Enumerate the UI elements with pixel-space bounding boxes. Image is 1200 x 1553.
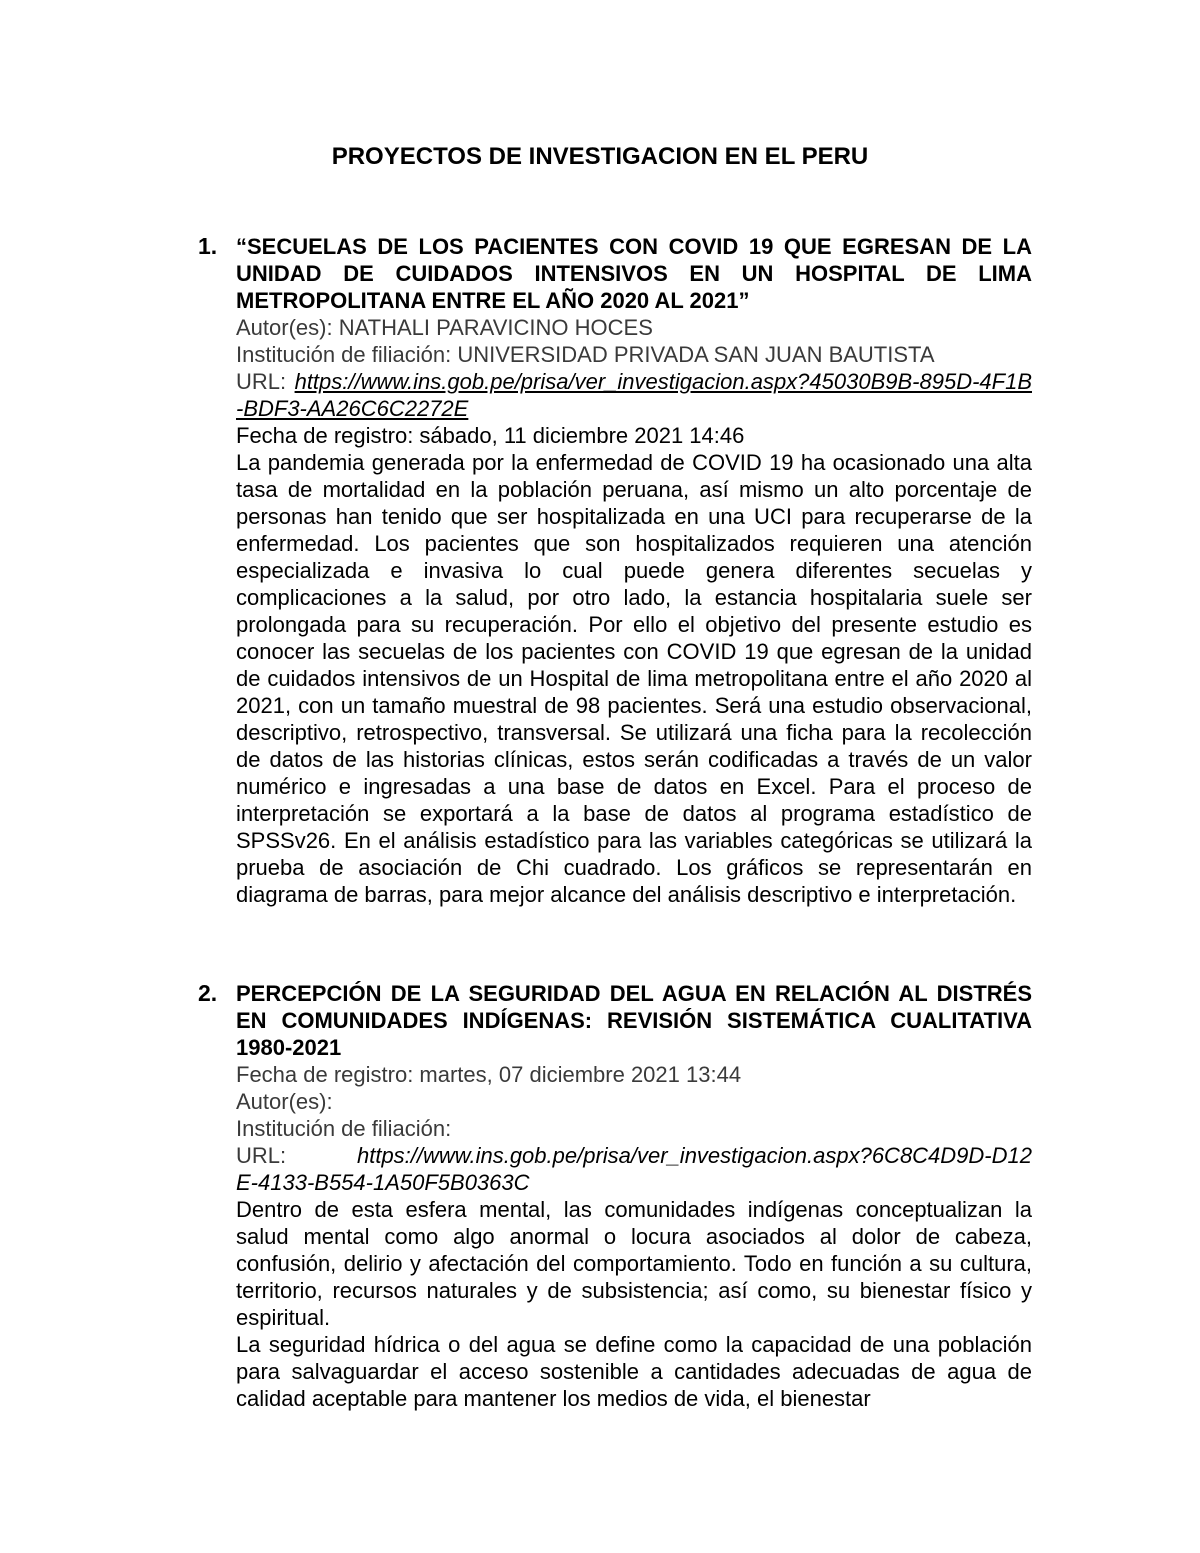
entry-authors: Autor(es): [236,1089,333,1114]
entry-url-line [236,368,1032,422]
project-entry [198,980,1032,1412]
entry-paragraph: La seguridad hídrica o del agua se define como la capacidad de una población para salvaguardar el acceso sostenible a cantidades adecuadas de agua de calidad aceptable para mantener los medios de vida, el bienestar [236,1332,1032,1411]
url-label: URL: [236,1143,287,1168]
entry-title: “SECUELAS DE LOS PACIENTES CON COVID 19 QUE EGRESAN DE LA UNIDAD DE CUIDADOS INTENSIVOS EN UN HOSPITAL DE LIMA METROPOLITANA ENTRE EL AÑO 2020 AL 2021” [236,234,1032,313]
entry-number: 1. [198,233,218,259]
entry-institution: Institución de filiación: [236,1116,452,1141]
entry-paragraph: Dentro de esta esfera mental, las comunidades indígenas conceptualizan la salud mental como algo anormal o locura asociados al dolor de cabeza, confusión, delirio y afectación del comportamiento. Todo en función a su cultura, territorio, recursos naturales y de subsistencia; así como, su bienestar físico y espiritual. [236,1197,1032,1330]
entry-url-line [236,1142,1032,1196]
entry-abstract: La pandemia generada por la enfermedad de COVID 19 ha ocasionado una alta tasa de mortalidad en la población peruana, así mismo un alto porcentaje de personas han tenido que ser hospitalizada en una UCI para recuperarse de la enfermedad. Los pacientes que son hospitalizados requieren una atención especializada e invasiva lo cual puede genera diferentes secuelas y complicaciones a la salud, por otro lado, la estancia hospitalaria suele ser prolongada para su recuperación. Por ello el objetivo del presente estudio es conocer las secuelas de los pacientes con COVID 19 que egresan de la unidad de cuidados intensivos de un Hospital de lima metropolitana entre el año 2020 al 2021, con un tamaño muestral de 98 pacientes. Será una estudio observacional, descriptivo, retrospectivo, transversal. Se utilizará una ficha para la recolección de datos de las historias clínicas, estos serán codificadas a través de un valor numérico e ingresadas a una base de datos en Excel. Para el proceso de interpretación se exportará a la base de datos al programa estadístico de SPSSv26. En el análisis estadístico para las variables categóricas se utilizará la prueba de asociación de Chi cuadrado. Los gráficos se representarán en diagrama de barras, para mejor alcance del análisis descriptivo e interpretación. [236,450,1032,907]
entry-url-link[interactable]: https://www.ins.gob.pe/prisa/ver_investigacion.aspx?6C8C4D9D-D12E-4133-B554-1A50F5B0363C [236,1143,1032,1195]
url-label: URL: [236,369,295,394]
entry-registration-date: Fecha de registro: martes, 07 diciembre 2021 13:44 [236,1062,742,1087]
entry-title: PERCEPCIÓN DE LA SEGURIDAD DEL AGUA EN RELACIÓN AL DISTRÉS EN COMUNIDADES INDÍGENAS: REVISIÓN SISTEMÁTICA CUALITATIVA 1980-2021 [236,981,1032,1060]
entry-registration-date: Fecha de registro: sábado, 11 diciembre 2021 14:46 [236,423,745,448]
entry-authors: Autor(es): NATHALI PARAVICINO HOCES [236,315,653,340]
entry-url-link[interactable]: https://www.ins.gob.pe/prisa/ver_investigacion.aspx?45030B9B-895D-4F1B-BDF3-AA26C6C2272E [236,369,1032,421]
entry-number: 2. [198,980,218,1006]
project-entry [198,233,1032,908]
page-title: PROYECTOS DE INVESTIGACION EN EL PERU [331,143,869,170]
entry-institution: Institución de filiación: UNIVERSIDAD PRIVADA SAN JUAN BAUTISTA [236,342,935,367]
